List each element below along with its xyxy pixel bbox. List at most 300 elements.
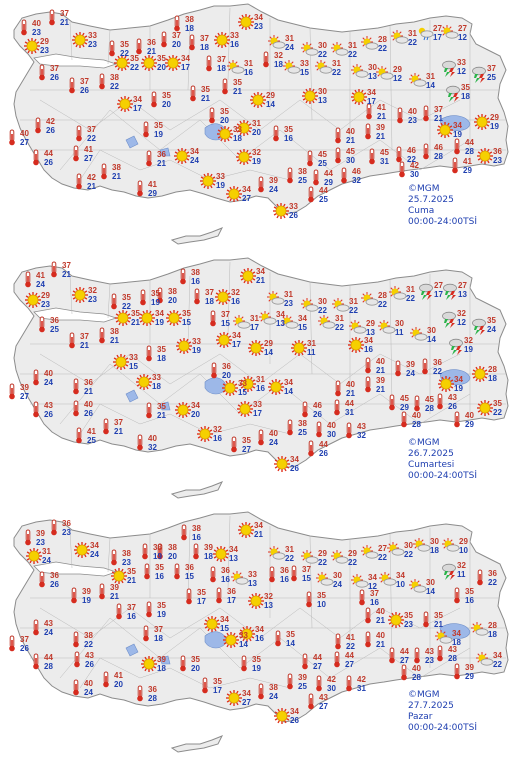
max-temp: 38 (191, 268, 200, 277)
min-temp: 16 (465, 596, 474, 605)
min-temp: 23 (88, 295, 97, 304)
max-temp: 34 (368, 573, 377, 582)
thermometer-icon (369, 149, 375, 164)
thermometer-icon (73, 680, 79, 695)
max-temp: 34 (133, 95, 142, 104)
city-forecast (82, 587, 91, 605)
min-temp: 14 (286, 639, 295, 648)
city-forecast (151, 289, 160, 307)
city-forecast (319, 440, 328, 458)
min-temp: 21 (376, 385, 385, 394)
city-forecast (376, 607, 385, 625)
min-temp: 24 (269, 692, 278, 701)
city-forecast (252, 148, 261, 166)
thermometer-icon (313, 170, 319, 185)
max-temp: 34 (298, 314, 307, 323)
min-temp: 10 (317, 600, 326, 609)
min-temp: 25 (298, 428, 307, 437)
thermometer-icon (99, 328, 105, 343)
max-temp: 33 (230, 31, 239, 40)
min-temp: 17 (227, 596, 236, 605)
min-temp: 16 (127, 612, 136, 621)
city-forecast (242, 689, 251, 707)
city-forecast (84, 400, 93, 418)
max-temp: 35 (151, 289, 160, 298)
thermometer-icon (73, 632, 79, 647)
city-forecast (221, 310, 230, 328)
thermometer-icon (39, 317, 45, 332)
max-temp: 34 (284, 378, 293, 387)
city-forecast (232, 331, 241, 349)
min-temp: 15 (302, 574, 311, 583)
forecast-date: 27.7.2025 (408, 701, 454, 711)
thermometer-icon (143, 122, 149, 137)
city-forecast (366, 319, 375, 337)
city-forecast (252, 655, 261, 673)
thermometer-icon (396, 147, 402, 162)
city-forecast (220, 107, 229, 125)
max-temp: 40 (148, 434, 157, 443)
max-temp: 34 (452, 629, 461, 638)
forecast-map-day-3 (0, 508, 517, 758)
max-temp: 35 (487, 316, 496, 325)
min-temp: 21 (114, 427, 123, 436)
city-forecast (349, 297, 358, 315)
min-temp: 11 (457, 570, 466, 579)
max-temp: 31 (42, 547, 51, 556)
city-forecast (120, 40, 129, 58)
max-temp: 34 (396, 571, 405, 580)
city-forecast (205, 288, 214, 306)
min-temp: 23 (122, 558, 131, 567)
min-temp: 19 (490, 122, 499, 131)
city-forecast (377, 103, 386, 121)
max-temp: 40 (376, 631, 385, 640)
min-temp: 19 (464, 345, 473, 354)
city-forecast (44, 619, 53, 637)
max-temp: 31 (252, 119, 261, 128)
city-forecast (110, 583, 119, 601)
city-forecast (313, 653, 322, 671)
thermometer-icon (74, 652, 80, 667)
min-temp: 27 (242, 194, 251, 203)
min-temp: 19 (216, 181, 225, 190)
max-temp: 44 (44, 149, 53, 158)
city-forecast (448, 393, 457, 411)
city-forecast (368, 63, 377, 81)
max-temp: 34 (242, 185, 251, 194)
max-temp: 38 (269, 683, 278, 692)
min-temp: 21 (376, 132, 385, 141)
min-temp: 21 (201, 94, 210, 103)
city-forecast (348, 41, 357, 59)
min-temp: 16 (231, 297, 240, 306)
min-temp: 20 (172, 40, 181, 49)
min-temp: 20 (157, 63, 166, 72)
max-temp: 35 (317, 591, 326, 600)
max-temp: 44 (44, 653, 53, 662)
thermometer-icon (273, 126, 279, 141)
thermometer-icon (33, 370, 39, 385)
min-temp: 27 (242, 698, 251, 707)
max-temp: 37 (434, 105, 443, 114)
city-forecast (400, 394, 409, 412)
min-temp: 22 (335, 323, 344, 332)
thermometer-icon (39, 65, 45, 80)
min-temp: 25 (87, 436, 96, 445)
thermometer-icon (287, 168, 293, 183)
thermometer-icon (142, 544, 148, 559)
max-temp: 29 (366, 319, 375, 328)
city-forecast (44, 401, 53, 419)
city-forecast (426, 578, 435, 596)
city-forecast (430, 537, 439, 555)
thermometer-icon (186, 589, 192, 604)
max-temp: 32 (88, 286, 97, 295)
city-forecast (274, 51, 283, 69)
max-temp: 39 (36, 529, 45, 538)
city-forecast (434, 143, 443, 161)
min-temp: 14 (426, 81, 435, 90)
city-forecast (346, 380, 355, 398)
thermometer-icon (366, 104, 372, 119)
forecast-date: 26.7.2025 (408, 449, 454, 459)
city-forecast (313, 401, 322, 419)
min-temp: 16 (230, 40, 239, 49)
thermometer-icon (287, 420, 293, 435)
max-temp: 35 (284, 125, 293, 134)
min-temp: 22 (346, 642, 355, 651)
max-temp: 43 (85, 651, 94, 660)
city-forecast (269, 683, 278, 701)
thermometer-icon (365, 608, 371, 623)
min-temp: 18 (157, 354, 166, 363)
max-temp: 31 (250, 314, 259, 323)
city-forecast (192, 337, 201, 355)
cyprus-outline (172, 482, 222, 498)
max-temp: 39 (157, 655, 166, 664)
city-forecast (253, 400, 262, 418)
city-forecast (84, 145, 93, 163)
thermometer-icon (454, 664, 460, 679)
thermometer-icon (25, 530, 31, 545)
min-temp: 16 (256, 384, 265, 393)
city-forecast (87, 173, 96, 191)
max-temp: 29 (318, 549, 327, 558)
min-temp: 20 (222, 371, 231, 380)
max-temp: 40 (327, 421, 336, 430)
city-forecast (20, 129, 29, 147)
max-temp: 39 (204, 543, 213, 552)
city-forecast (200, 34, 209, 52)
max-temp: 34 (181, 54, 190, 63)
city-forecast (217, 55, 226, 73)
city-forecast (154, 121, 163, 139)
max-temp: 34 (454, 375, 463, 384)
max-temp: 37 (154, 625, 163, 634)
min-temp: 20 (168, 552, 177, 561)
city-forecast (370, 589, 379, 607)
min-temp: 24 (44, 378, 53, 387)
thermometer-icon (9, 636, 15, 651)
city-forecast (457, 561, 466, 579)
max-temp: 40 (269, 429, 278, 438)
max-temp: 34 (453, 121, 462, 130)
city-forecast (213, 677, 222, 695)
min-temp: 16 (255, 634, 264, 643)
max-temp: 40 (412, 664, 421, 673)
city-forecast (127, 567, 136, 585)
city-forecast (87, 427, 96, 445)
max-temp: 37 (172, 31, 181, 40)
max-temp: 35 (233, 78, 242, 87)
min-temp: 19 (453, 130, 462, 139)
max-temp: 39 (376, 123, 385, 132)
city-forecast (434, 105, 443, 123)
min-temp: 28 (44, 662, 53, 671)
city-forecast (114, 671, 123, 689)
city-forecast (157, 402, 166, 420)
city-forecast (324, 169, 333, 187)
min-temp: 22 (349, 306, 358, 315)
thermometer-icon (51, 262, 57, 277)
thermometer-icon (395, 361, 401, 376)
min-temp: 22 (493, 660, 502, 669)
thermometer-icon (76, 126, 82, 141)
city-forecast (88, 286, 97, 304)
city-forecast (348, 549, 357, 567)
max-temp: 39 (110, 583, 119, 592)
min-temp: 21 (376, 640, 385, 649)
min-temp: 19 (192, 346, 201, 355)
max-temp: 37 (80, 77, 89, 86)
min-temp: 28 (425, 404, 434, 413)
max-temp: 43 (44, 401, 53, 410)
thermometer-icon (341, 168, 347, 183)
thermometer-icon (302, 654, 308, 669)
min-temp: 21 (112, 172, 121, 181)
max-temp: 36 (227, 587, 236, 596)
max-temp: 42 (87, 173, 96, 182)
thermometer-icon (316, 422, 322, 437)
max-temp: 29 (41, 291, 50, 300)
max-temp: 37 (370, 589, 379, 598)
city-forecast (458, 281, 467, 299)
max-temp: 27 (458, 24, 467, 33)
max-temp: 42 (327, 675, 336, 684)
max-temp: 33 (289, 202, 298, 211)
city-forecast (244, 59, 253, 77)
lake (205, 632, 226, 648)
thermometer-icon (306, 592, 312, 607)
max-temp: 35 (286, 630, 295, 639)
min-temp: 27 (400, 656, 409, 665)
min-temp: 26 (44, 410, 53, 419)
max-temp: 27 (378, 544, 387, 553)
city-forecast (190, 147, 199, 165)
city-forecast (50, 316, 59, 334)
min-temp: 26 (319, 449, 328, 458)
min-temp: 22 (84, 640, 93, 649)
city-forecast (256, 267, 265, 285)
min-temp: 31 (357, 684, 366, 693)
city-forecast (404, 611, 413, 629)
city-forecast (434, 281, 443, 299)
city-forecast (50, 64, 59, 82)
min-temp: 25 (50, 325, 59, 334)
city-forecast (357, 422, 366, 440)
max-temp: 35 (157, 54, 166, 63)
max-temp: 36 (157, 150, 166, 159)
max-temp: 43 (448, 645, 457, 654)
min-temp: 23 (254, 22, 263, 31)
thermometer-icon (334, 652, 340, 667)
thermometer-icon (180, 269, 186, 284)
city-forecast (327, 421, 336, 439)
city-forecast (400, 647, 409, 665)
max-temp: 35 (131, 309, 140, 318)
max-temp: 37 (302, 565, 311, 574)
city-forecast (298, 673, 307, 691)
max-temp: 36 (433, 358, 442, 367)
max-temp: 34 (155, 309, 164, 318)
thermometer-icon (414, 396, 420, 411)
map-caption (408, 690, 477, 734)
thermometer-icon (334, 400, 340, 415)
min-temp: 17 (213, 686, 222, 695)
city-forecast (298, 419, 307, 437)
min-temp: 18 (461, 92, 470, 101)
min-temp: 21 (157, 411, 166, 420)
max-temp: 35 (162, 91, 171, 100)
max-temp: 41 (377, 103, 386, 112)
city-forecast (62, 519, 71, 537)
city-forecast (465, 411, 474, 429)
min-temp: 16 (280, 575, 289, 584)
max-temp: 38 (110, 73, 119, 82)
thermometer-icon (365, 124, 371, 139)
min-temp: 21 (131, 318, 140, 327)
max-temp: 38 (298, 167, 307, 176)
city-forecast (284, 378, 293, 396)
thermometer-icon (452, 158, 458, 173)
max-temp: 44 (319, 440, 328, 449)
max-temp: 32 (457, 309, 466, 318)
max-temp: 28 (488, 365, 497, 374)
city-forecast (357, 675, 366, 693)
map-caption (408, 438, 477, 482)
min-temp: 22 (318, 50, 327, 59)
city-forecast (222, 362, 231, 380)
min-temp: 19 (155, 318, 164, 327)
thermometer-icon (33, 620, 39, 635)
city-forecast (319, 693, 328, 711)
cyprus-outline (172, 228, 222, 244)
min-temp: 26 (46, 126, 55, 135)
thermometer-icon (76, 174, 82, 189)
city-forecast (85, 651, 94, 669)
min-temp: 18 (157, 664, 166, 673)
city-forecast (84, 679, 93, 697)
max-temp: 32 (213, 425, 222, 434)
thermometer-icon (161, 32, 167, 47)
forecast-date: 25.7.2025 (408, 195, 454, 205)
city-forecast (46, 117, 55, 135)
city-forecast (191, 401, 200, 419)
min-temp: 22 (378, 44, 387, 53)
max-temp: 44 (319, 186, 328, 195)
copyright-label: ©MGM (408, 690, 440, 700)
min-temp: 30 (327, 684, 336, 693)
city-forecast (197, 588, 206, 606)
min-temp: 30 (410, 170, 419, 179)
min-temp: 22 (285, 554, 294, 563)
thermometer-icon (422, 359, 428, 374)
city-forecast (463, 157, 472, 175)
max-temp: 29 (348, 549, 357, 558)
city-forecast (42, 547, 51, 565)
min-temp: 29 (463, 166, 472, 175)
min-temp: 26 (44, 158, 53, 167)
max-temp: 30 (404, 541, 413, 550)
city-forecast (319, 186, 328, 204)
city-forecast (256, 375, 265, 393)
max-temp: 39 (376, 376, 385, 385)
thermometer-icon (258, 177, 264, 192)
min-temp: 17 (434, 290, 443, 299)
city-forecast (264, 339, 273, 357)
min-temp: 17 (367, 97, 376, 106)
city-forecast (346, 127, 355, 145)
max-temp: 35 (127, 567, 136, 576)
city-forecast (284, 125, 293, 143)
max-temp: 33 (300, 59, 309, 68)
city-forecast (298, 314, 307, 332)
max-temp: 28 (378, 35, 387, 44)
min-temp: 17 (250, 323, 259, 332)
city-forecast (255, 625, 264, 643)
min-temp: 29 (400, 403, 409, 412)
max-temp: 41 (114, 671, 123, 680)
max-temp: 36 (84, 378, 93, 387)
city-forecast (404, 541, 413, 559)
max-temp: 38 (84, 631, 93, 640)
thermometer-icon (9, 384, 15, 399)
cyprus-outline (172, 736, 222, 752)
city-forecast (380, 148, 389, 166)
min-temp: 31 (380, 157, 389, 166)
copyright-label: ©MGM (408, 438, 440, 448)
city-forecast (376, 123, 385, 141)
min-temp: 20 (220, 116, 229, 125)
thermometer-icon (437, 646, 443, 661)
city-forecast (269, 176, 278, 194)
max-temp: 37 (114, 418, 123, 427)
max-temp: 33 (239, 631, 248, 640)
max-temp: 38 (192, 524, 201, 533)
city-forecast (41, 291, 50, 309)
city-forecast (239, 631, 248, 649)
min-temp: 27 (242, 445, 251, 454)
min-temp: 22 (87, 134, 96, 143)
min-temp: 11 (307, 348, 316, 357)
min-temp: 15 (185, 572, 194, 581)
city-forecast (487, 316, 496, 334)
city-forecast (213, 425, 222, 443)
min-temp: 29 (148, 189, 157, 198)
city-forecast (191, 268, 200, 286)
city-forecast (254, 521, 263, 539)
